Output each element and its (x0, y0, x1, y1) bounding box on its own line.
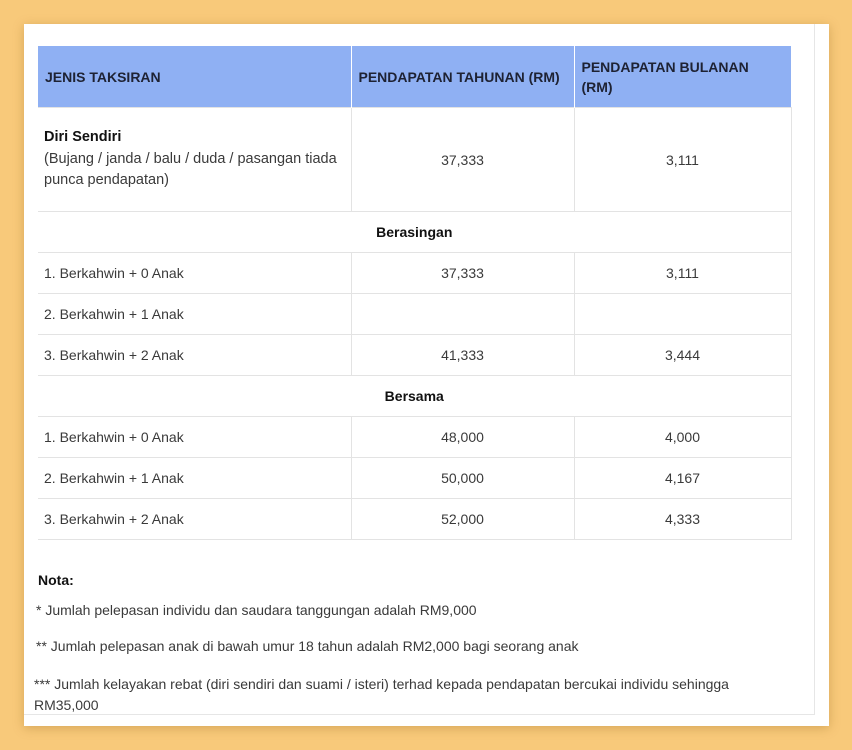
table-header-row (38, 46, 791, 108)
cell-label: 1. Berkahwin + 0 Anak (38, 253, 351, 294)
table-row (38, 253, 791, 294)
notes-title: Nota: (38, 572, 74, 588)
cell-diri-sendiri (38, 108, 351, 212)
header-pendapatan-bulanan: PENDAPATAN BULANAN (RM) (574, 46, 791, 108)
group-row-bersama (38, 376, 791, 417)
row-title: Diri Sendiri (44, 129, 122, 146)
cell-monthly: 4,000 (574, 417, 791, 458)
cell-label: 2. Berkahwin + 1 Anak (38, 458, 351, 499)
row-subtitle: (Bujang / janda / balu / duda / pasangan tiada punca pendapatan) (44, 150, 337, 189)
note-item: ** Jumlah pelepasan anak di bawah umur 18 tahun adalah RM2,000 bagi seorang anak (36, 638, 579, 654)
note-item: * Jumlah pelepasan individu dan saudara tanggungan adalah RM9,000 (36, 602, 477, 618)
cell-monthly (574, 294, 791, 335)
cell-label: 3. Berkahwin + 2 Anak (38, 335, 351, 376)
table-row (38, 294, 791, 335)
group-title: Berasingan (38, 212, 791, 253)
table-row (38, 335, 791, 376)
group-row-berasingan (38, 212, 791, 253)
document-card (24, 24, 829, 726)
cell-annual: 37,333 (351, 108, 574, 212)
cell-annual: 41,333 (351, 335, 574, 376)
income-table (38, 46, 792, 540)
cell-label: 1. Berkahwin + 0 Anak (38, 417, 351, 458)
cell-monthly: 3,444 (574, 335, 791, 376)
cell-monthly: 3,111 (574, 108, 791, 212)
cell-label: 3. Berkahwin + 2 Anak (38, 499, 351, 540)
cell-annual: 48,000 (351, 417, 574, 458)
cell-monthly: 3,111 (574, 253, 791, 294)
header-jenis-taksiran: JENIS TAKSIRAN (38, 46, 351, 108)
cell-annual: 52,000 (351, 499, 574, 540)
table-row (38, 417, 791, 458)
table-row-diri-sendiri (38, 108, 791, 212)
cell-annual: 37,333 (351, 253, 574, 294)
cell-annual (351, 294, 574, 335)
content-area (24, 24, 815, 715)
cell-label: 2. Berkahwin + 1 Anak (38, 294, 351, 335)
cell-monthly: 4,333 (574, 499, 791, 540)
header-pendapatan-tahunan: PENDAPATAN TAHUNAN (RM) (351, 46, 574, 108)
group-title: Bersama (38, 376, 791, 417)
table-row (38, 499, 791, 540)
table-row (38, 458, 791, 499)
cell-monthly: 4,167 (574, 458, 791, 499)
note-item: *** Jumlah kelayakan rebat (diri sendiri dan suami / isteri) terhad kepada pendapatan bercukai individu sehingga RM35,000 (34, 676, 729, 713)
cell-annual: 50,000 (351, 458, 574, 499)
